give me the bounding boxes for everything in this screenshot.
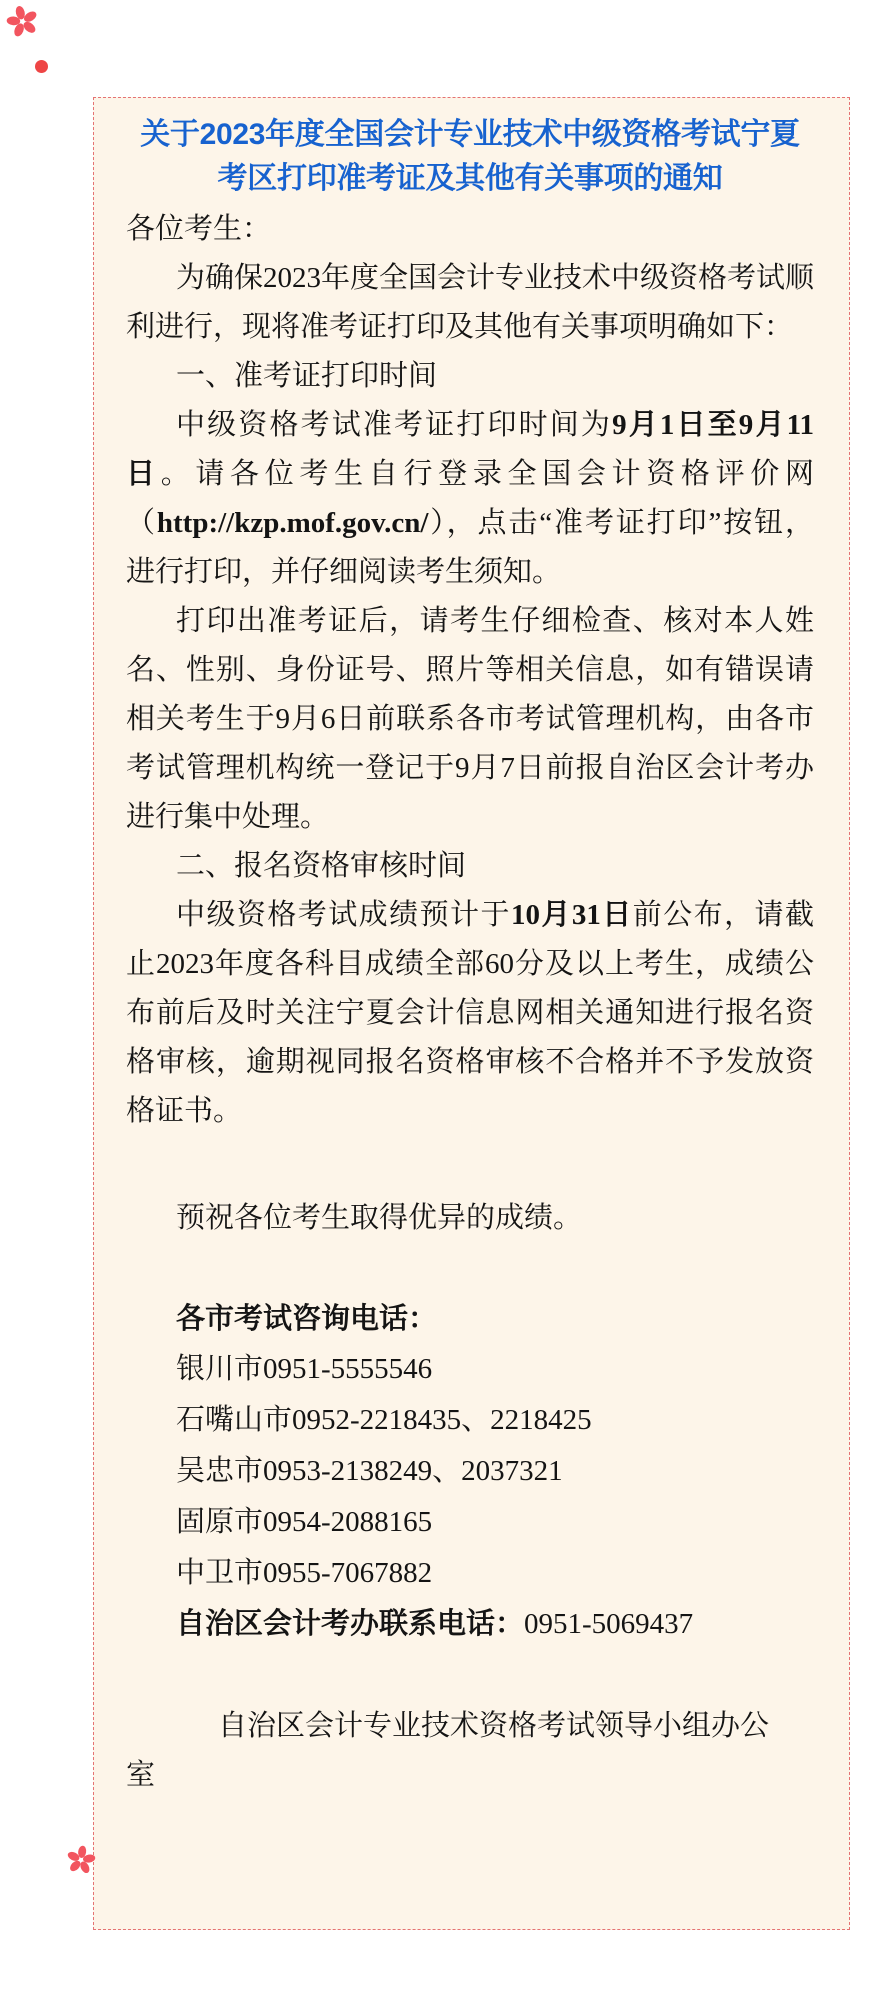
print-time-paragraph bbox=[126, 401, 814, 597]
signature-line-1: 自治区会计专业技术资格考试领导小组办公 bbox=[218, 1710, 770, 1742]
wish-paragraph: 预祝各位考生取得优异的成绩。 bbox=[176, 1202, 583, 1234]
notice-card bbox=[93, 97, 850, 1930]
score-review-paragraph bbox=[126, 891, 814, 1136]
red-dot-icon bbox=[35, 60, 48, 73]
signature-paragraph bbox=[126, 1702, 814, 1800]
signature-line-2: 室 bbox=[126, 1759, 156, 1791]
phone-item-yinchuan: 银川市0951-5555546 bbox=[176, 1353, 433, 1385]
contacts-heading: 各市考试咨询电话： bbox=[176, 1303, 438, 1335]
text-run: 前公布，请截止2023年度各科目成绩全部60分及以上考生，成绩公布前后及时关注宁夏会计信息网相关通知进行报名资格审核，逾期视同报名资格审核不合格并不予发放资格证书。 bbox=[126, 899, 814, 1127]
text-run: 。请各位考生自行登录全国会计资格评价网（ bbox=[126, 458, 814, 539]
score-release-date: 10月31日 bbox=[510, 899, 633, 931]
check-info-paragraph: 打印出准考证后，请考生仔细检查、核对本人姓名、性别、身份证号、照片等相关信息，如有错误请相关考生于9月6日前联系各市考试管理机构，由各市考试管理机构统一登记于9月7日前报自治区会计考办进行集中处理。 bbox=[126, 605, 814, 833]
text-run: 中级资格考试成绩预计于 bbox=[176, 899, 511, 931]
portal-url: http://kzp.mof.gov.cn/ bbox=[156, 507, 429, 539]
office-phone-row bbox=[126, 1599, 814, 1650]
intro-paragraph: 为确保2023年度全国会计专业技术中级资格考试顺利进行，现将准考证打印及其他有关事项明确如下： bbox=[126, 262, 815, 343]
section-2-heading: 二、报名资格审核时间 bbox=[176, 850, 467, 882]
phone-item-wuzhong: 吴忠市0953-2138249、2037321 bbox=[176, 1455, 563, 1487]
sakura-flower-icon bbox=[64, 1841, 98, 1879]
office-phone-label: 自治区会计考办联系电话： bbox=[176, 1608, 525, 1640]
print-period: 9月1日至9月11日 bbox=[126, 409, 814, 490]
section-1-heading: 一、准考证打印时间 bbox=[176, 360, 438, 392]
text-run: ），点击“准考证打印”按钮，进行打印，并仔细阅读考生须知。 bbox=[126, 507, 814, 588]
office-phone-number: 0951-5069437 bbox=[524, 1608, 694, 1640]
phone-item-zhongwei: 中卫市0955-7067882 bbox=[176, 1557, 433, 1589]
salutation: 各位考生： bbox=[126, 213, 272, 245]
phone-item-shizuishan: 石嘴山市0952-2218435、2218425 bbox=[176, 1404, 592, 1436]
text-run: 中级资格考试准考证打印时间为 bbox=[176, 409, 613, 441]
phone-item-guyuan: 固原市0954-2088165 bbox=[176, 1506, 433, 1538]
notice-title: 关于2023年度全国会计专业技术中级资格考试宁夏考区打印准考证及其他有关事项的通知 bbox=[140, 118, 800, 195]
sakura-flower-icon bbox=[2, 1, 42, 41]
